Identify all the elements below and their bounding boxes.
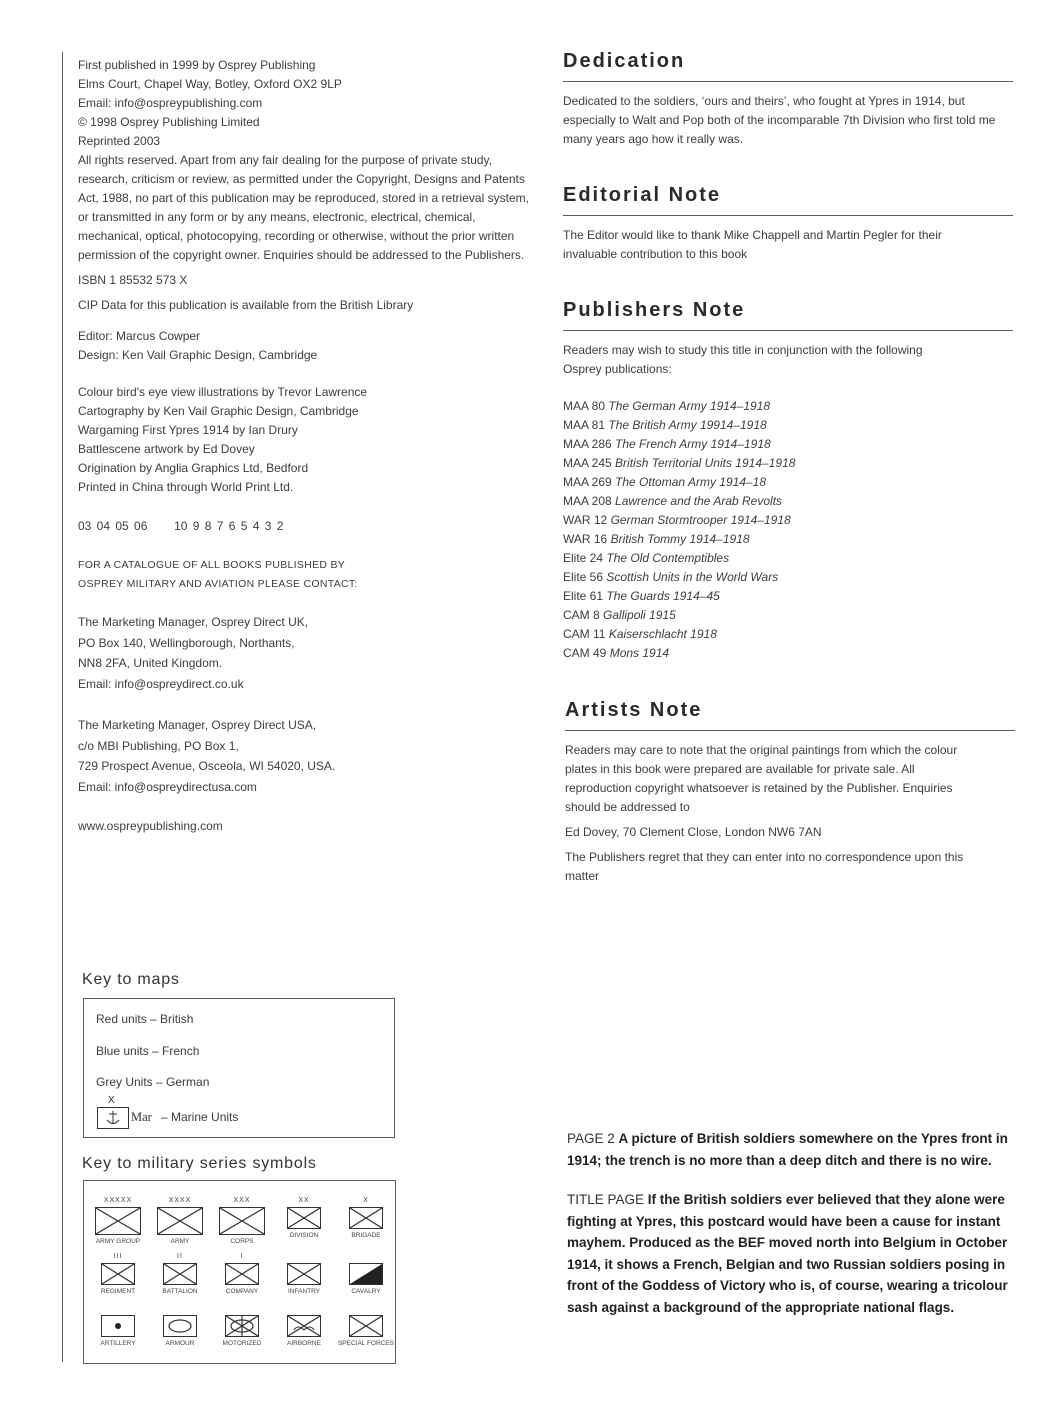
unit-symbol-icon xyxy=(163,1263,197,1285)
unit-symbol-icon xyxy=(219,1207,265,1235)
title-code: WAR 12 xyxy=(563,513,608,527)
military-symbol xyxy=(149,1305,211,1348)
dedication-text: Dedicated to the soldiers, ‘ours and theirs’, who fought at Ypres in 1914, but especially to Walt and Pop both of the incomparable 7th Division who first told me many years ago how it really was. xyxy=(563,94,996,146)
military-symbol xyxy=(87,1197,149,1246)
print-line: 03 04 05 06 10 9 8 7 6 5 4 3 2 xyxy=(78,519,284,533)
title-page-caption xyxy=(567,1189,1017,1318)
title-name: Lawrence and the Arab Revolts xyxy=(615,494,783,508)
marine-abbr: Mar xyxy=(131,1110,152,1124)
echelon-mark: III xyxy=(113,1253,123,1260)
title-code: MAA 81 xyxy=(563,418,606,432)
related-title xyxy=(563,549,1013,568)
military-symbol xyxy=(87,1253,149,1296)
military-symbol xyxy=(211,1197,273,1246)
title-code: CAM 11 xyxy=(563,627,606,641)
military-symbol xyxy=(273,1197,335,1240)
anchor-icon xyxy=(97,1107,129,1129)
marine-echelon: X xyxy=(108,1095,115,1106)
military-symbol xyxy=(211,1253,273,1296)
related-title xyxy=(563,625,1013,644)
address-line: 729 Prospect Avenue, Osceola, WI 54020, USA. xyxy=(78,759,336,773)
related-title xyxy=(563,606,1013,625)
dedication-section xyxy=(563,52,1013,149)
title-page-label: TITLE PAGE xyxy=(567,1192,645,1207)
imprint-line: Email: info@ospreypublishing.com xyxy=(78,96,263,110)
symbol-label: SPECIAL FORCES xyxy=(337,1340,395,1347)
echelon-mark xyxy=(335,1305,397,1313)
title-page-text: If the British soldiers ever believed that they alone were fighting at Ypres, this postcard would have been a cause for instant mayhem. Produced as the BEF moved north into Belgium in October 1914, it shows a French, Belgian and two Russian soldiers posing in front of the Goddess of Victory who is, of course, wearing a tricolour sash against a background of the appropriate national flags. xyxy=(567,1192,1008,1315)
credit-line: Battlescene artwork by Ed Dovey xyxy=(78,442,255,456)
symbol-label: BATTALION xyxy=(162,1288,198,1295)
key-symbols-heading: Key to military series symbols xyxy=(82,1155,317,1172)
related-title xyxy=(563,416,1013,435)
title-name: The Guards 1914–45 xyxy=(606,589,720,603)
address-line: NN8 2FA, United Kingdom. xyxy=(78,656,223,670)
unit-symbol-icon xyxy=(163,1315,197,1337)
military-symbol xyxy=(335,1253,397,1296)
symbol-label: CAVALRY xyxy=(351,1288,381,1295)
artists-regret: The Publishers regret that they can enter into no correspondence upon this matter xyxy=(565,850,964,883)
symbol-label: REGIMENT xyxy=(100,1288,136,1295)
military-symbol xyxy=(149,1253,211,1296)
military-symbol xyxy=(273,1253,335,1296)
related-title xyxy=(563,511,1013,530)
title-name: Mons 1914 xyxy=(609,646,670,660)
artist-address: Ed Dovey, 70 Clement Close, London NW6 7AN xyxy=(565,825,822,839)
address-line: c/o MBI Publishing, PO Box 1, xyxy=(78,738,239,753)
address-line: Email: info@ospreydirect.co.uk xyxy=(78,676,244,691)
uk-address xyxy=(78,612,538,694)
related-title xyxy=(563,492,1013,511)
symbol-label: ARMY GROUP xyxy=(95,1238,141,1245)
echelon-mark: II xyxy=(177,1253,183,1260)
symbol-label: ARMOUR xyxy=(165,1340,195,1347)
symbol-label: ARMY xyxy=(170,1238,190,1245)
symbol-label: COMPANY xyxy=(225,1288,259,1295)
title-name: Gallipoli 1915 xyxy=(603,608,676,622)
title-name: The German Army 1914–1918 xyxy=(608,399,771,413)
address-line: PO Box 140, Wellingborough, Northants, xyxy=(78,635,295,650)
imprint-line: First published in 1999 by Osprey Publishing xyxy=(78,58,316,72)
key-to-maps-box xyxy=(83,998,395,1138)
key-british: Red units – British xyxy=(96,1012,194,1026)
credit-line: Cartography by Ken Vail Graphic Design, Cambridge xyxy=(78,404,359,418)
rights-notice: All rights reserved. Apart from any fair dealing for the purpose of private study, research, criticism or review, as permitted under the Copyright, Designs and Patents Act, 1988, no part of this publication may be reproduced, stored in a retrieval system, or transmitted in any form or by any means, electronic, electrical, chemical, mechanical, optical, photocopying, recording or otherwise, without the prior written permission of the copyright owner. Enquiries should be addressed to the Publishers. xyxy=(78,153,529,262)
echelon-mark: X xyxy=(363,1197,369,1204)
title-name: The Old Contemptibles xyxy=(606,551,730,565)
title-code: Elite 61 xyxy=(563,589,604,603)
symbol-label: CORPS xyxy=(230,1238,254,1245)
imprint-line: © 1998 Osprey Publishing Limited xyxy=(78,115,260,129)
military-symbol xyxy=(273,1305,335,1348)
credit-line: Printed in China through World Print Ltd. xyxy=(78,480,294,494)
title-code: WAR 16 xyxy=(563,532,608,546)
title-name: British Tommy 1914–1918 xyxy=(610,532,750,546)
related-title xyxy=(563,473,1013,492)
page2-text: A picture of British soldiers somewhere on the Ypres front in 1914; the trench is no more than a deep ditch and there is no wire. xyxy=(567,1131,1008,1168)
title-code: MAA 245 xyxy=(563,456,612,470)
symbol-label: INFANTRY xyxy=(287,1288,321,1295)
title-code: CAM 49 xyxy=(563,646,607,660)
artists-heading: Artists Note xyxy=(565,701,1015,731)
page2-caption xyxy=(567,1128,1017,1171)
unit-symbol-icon xyxy=(101,1263,135,1285)
title-name: German Stormtrooper 1914–1918 xyxy=(610,513,791,527)
military-symbol xyxy=(149,1197,211,1246)
address-line: The Marketing Manager, Osprey Direct USA, xyxy=(78,718,317,732)
title-name: The Ottoman Army 1914–18 xyxy=(615,475,767,489)
design-credit: Design: Ken Vail Graphic Design, Cambridge xyxy=(78,348,318,362)
title-code: MAA 208 xyxy=(563,494,612,508)
title-name: The British Army 19914–1918 xyxy=(608,418,767,432)
echelon-mark: I xyxy=(240,1253,244,1260)
credit-line: Origination by Anglia Graphics Ltd, Bedford xyxy=(78,461,309,475)
unit-symbol-icon xyxy=(225,1315,259,1337)
key-to-maps-heading: Key to maps xyxy=(82,971,180,988)
website-link[interactable]: www.ospreypublishing.com xyxy=(78,819,223,833)
unit-symbol-icon xyxy=(101,1315,135,1337)
catalogue-line: OSPREY MILITARY AND AVIATION PLEASE CONTACT: xyxy=(78,578,358,590)
related-title xyxy=(563,397,1013,416)
symbol-label: AIRBORNE xyxy=(287,1340,321,1347)
echelon-mark xyxy=(335,1253,397,1261)
related-title xyxy=(563,530,1013,549)
credit-line: Wargaming First Ypres 1914 by Ian Drury xyxy=(78,423,298,437)
editor-credit: Editor: Marcus Cowper xyxy=(78,329,201,343)
title-code: CAM 8 xyxy=(563,608,600,622)
publishers-intro: Readers may wish to study this title in conjunction with the following Osprey publications: xyxy=(563,343,923,376)
symbol-label: BRIGADE xyxy=(351,1232,381,1239)
title-name: Scottish Units in the World Wars xyxy=(606,570,779,584)
related-title xyxy=(563,435,1013,454)
related-title xyxy=(563,454,1013,473)
imprint-column xyxy=(78,56,538,836)
related-title xyxy=(563,587,1013,606)
notes-column xyxy=(563,52,1013,886)
picture-captions xyxy=(567,1128,1017,1318)
title-code: MAA 286 xyxy=(563,437,612,451)
catalogue-line: FOR A CATALOGUE OF ALL BOOKS PUBLISHED BY xyxy=(78,559,346,571)
echelon-mark: XXXX xyxy=(168,1197,192,1204)
echelon-mark: XXX xyxy=(233,1197,251,1204)
cip-data: CIP Data for this publication is available from the British Library xyxy=(78,298,414,312)
address-line: The Marketing Manager, Osprey Direct UK, xyxy=(78,615,309,629)
publishers-section xyxy=(563,301,1013,663)
military-symbol xyxy=(335,1305,397,1348)
echelon-mark: XXXXX xyxy=(103,1197,133,1204)
left-column-rule xyxy=(62,52,63,1362)
usa-address xyxy=(78,715,538,797)
military-symbol xyxy=(87,1305,149,1348)
artists-section xyxy=(565,701,1015,886)
military-symbol xyxy=(335,1197,397,1240)
imprint-line: Reprinted 2003 xyxy=(78,134,161,148)
editorial-section xyxy=(563,186,1013,264)
dedication-heading: Dedication xyxy=(563,52,1013,82)
unit-symbol-icon xyxy=(349,1207,383,1229)
unit-symbol-icon xyxy=(287,1207,321,1229)
imprint-line: Elms Court, Chapel Way, Botley, Oxford OX2 9LP xyxy=(78,77,342,91)
editorial-text: The Editor would like to thank Mike Chappell and Martin Pegler for their invaluable contribution to this book xyxy=(563,228,942,261)
symbol-label: MOTORIZED xyxy=(222,1340,262,1347)
title-name: Kaiserschlacht 1918 xyxy=(608,627,717,641)
title-code: Elite 56 xyxy=(563,570,604,584)
echelon-mark xyxy=(273,1253,335,1261)
symbol-label: ARTILLERY xyxy=(100,1340,136,1347)
military-symbol xyxy=(211,1305,273,1348)
artists-text: Readers may care to note that the original paintings from which the colour plates in this book were prepared are available for private sale. All reproduction copyright whatsoever is retained by the Publisher. Enquiries should be addressed to xyxy=(565,743,958,814)
title-name: The French Army 1914–1918 xyxy=(615,437,771,451)
title-code: MAA 80 xyxy=(563,399,606,413)
unit-symbol-icon xyxy=(349,1263,383,1285)
editorial-heading: Editorial Note xyxy=(563,186,1013,216)
related-title xyxy=(563,644,1013,663)
related-title xyxy=(563,568,1013,587)
key-marine: – Marine Units xyxy=(161,1110,239,1124)
echelon-mark xyxy=(211,1305,273,1313)
symbol-label: DIVISION xyxy=(289,1232,319,1239)
echelon-mark xyxy=(149,1305,211,1313)
key-french: Blue units – French xyxy=(96,1044,200,1058)
key-german: Grey Units – German xyxy=(96,1075,210,1089)
unit-symbol-icon xyxy=(95,1207,141,1235)
title-code: MAA 269 xyxy=(563,475,612,489)
credit-line: Colour bird's eye view illustrations by Trevor Lawrence xyxy=(78,385,368,399)
page2-label: PAGE 2 xyxy=(567,1131,615,1146)
echelon-mark xyxy=(273,1305,335,1313)
unit-symbol-icon xyxy=(287,1315,321,1337)
key-symbols-box xyxy=(83,1180,396,1364)
echelon-mark: XX xyxy=(298,1197,310,1204)
unit-symbol-icon xyxy=(349,1315,383,1337)
title-code: Elite 24 xyxy=(563,551,604,565)
related-titles-list xyxy=(563,397,1013,663)
address-line: Email: info@ospreydirectusa.com xyxy=(78,779,257,794)
unit-symbol-icon xyxy=(157,1207,203,1235)
isbn: ISBN 1 85532 573 X xyxy=(78,273,188,287)
title-name: British Territorial Units 1914–1918 xyxy=(615,456,796,470)
echelon-mark xyxy=(87,1305,149,1313)
unit-symbol-icon xyxy=(225,1263,259,1285)
publishers-heading: Publishers Note xyxy=(563,301,1013,331)
unit-symbol-icon xyxy=(287,1263,321,1285)
